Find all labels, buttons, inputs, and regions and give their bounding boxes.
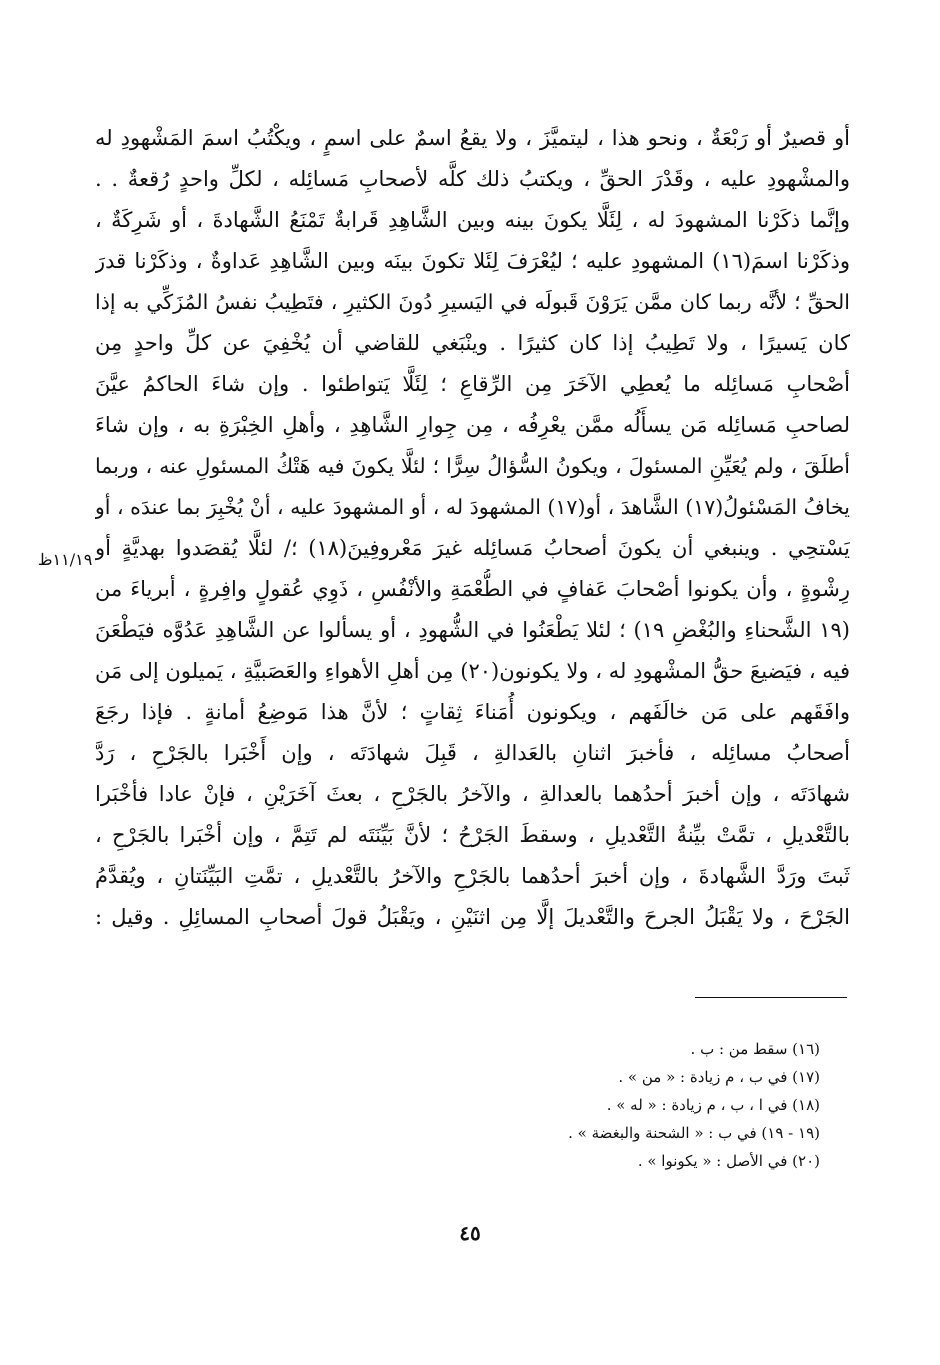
text-line: لصاحبِ مَسائِله مَن يسأَلُه ممَّن يعْرِفُه ، مِن جِوارِ الشَّاهِدِ ، وأهلِ الخِبْرَةِ به ، وإن شاءَ xyxy=(95,413,850,437)
main-text-block xyxy=(95,118,850,938)
text-line: وذكَرْنا اسمَ(١٦) المشهودِ عليه ؛ ليُعْرَفَ لِئَلا تكونَ بينَه وبين الشَّاهِدِ عَداوةٌ ، وذكَرْنا قدرَ xyxy=(95,249,850,273)
text-line: الحقِّ ؛ لأنَّه ربما كان ممَّن يَرَوْنَ قَبولَه في اليَسيرِ دُونَ الكثيرِ ، فتَطِيبُ نفسُ المُزَكِّي به إذا xyxy=(95,290,850,314)
text-line: أو قصيرٌ أو رَبْعَةٌ ، ونحو هذا ، ليتميَّزَ ، ولا يقعُ اسمٌ على اسمٍ ، ويكْتُبُ اسمَ المَشْهودِ له xyxy=(95,126,850,150)
text-line: بالتَّعْديلِ ، تمَّتْ بيِّنةُ التَّعْديلِ ، وسقطَ الجَرْحُ ؛ لأنَّ بَيِّنَتَه لم تَتِمَّ ، وإن أخْبَرا بالجَرْحِ ، xyxy=(95,823,850,847)
text-line: يَسْتحِي . وينبغي أن يكونَ أصحابُ مَسائِله غيرَ مَعْروفِينَ(١٨) ؛/ لئلَّا يُقصَدوا بهديَّةٍ أو xyxy=(95,536,850,560)
text-line: رِشْوةٍ ، وأن يكونوا أصْحابَ عَفافٍ في الطُّعْمَةِ والأنْفُسِ ، ذَوِي عُقولٍ وافِرةٍ ، أبرياءَ من xyxy=(95,577,850,601)
text-line: أصْحابِ مَسائِله ما يُعطِي الآخَرَ مِن الرِّقاعِ ؛ لِئَلَّا يَتواطئوا . وإن شاءَ الحاكمُ عيَّنَ xyxy=(95,372,850,396)
page-number: ٤٥ xyxy=(459,1221,481,1245)
text-line: وافَقَهم على مَن خالَفَهم ، ويكونون أُمَناءَ ثِقاتٍ ؛ لأنَّ هذا مَوضِعُ أمانةٍ . فإذا رجَعَ xyxy=(95,700,850,724)
text-line: شهادَتَه ، وإن أخبرَ أحدُهما بالعدالةِ ، والآخرُ بالجَرْحِ ، بعثَ آخَرَيْنِ ، فإنْ عادا فأخْبَرا xyxy=(95,782,850,806)
footnote: (١٩ - ١٩) في ب : « الشحنة والبغضة » . xyxy=(568,1124,820,1142)
manuscript-folio-note: ١١/١٩ظ xyxy=(37,550,93,569)
text-line: فيه ، فيَضيعَ حقُّ المشْهودِ له ، ولا يكونون(٢٠) مِن أهلِ الأهواءِ والعَصَبيَّةِ ، يَميلون إلى مَن xyxy=(95,659,850,683)
text-line: أصحابُ مسائِله ، فأخبرَ اثنانِ بالعَدالةِ ، قَبِلَ شهادَتَه ، وإن أَخْبَرا بالجَرْحِ ، رَدَّ xyxy=(95,741,850,765)
text-line: الجَرْحَ ، ولا يَقْبَلُ الجرحَ والتَّعْديلَ إلَّا مِن اثنَيْنِ ، ويَقْبَلُ قولَ أصحابِ المسائِلِ . وقيل : xyxy=(95,905,850,929)
text-line: وإنَّما ذكَرْنا المشهودَ له ، لِئَلَّا يكونَ بينه وبين الشَّاهِدِ قَرابةٌ تَمْنَعُ الشَّهادةَ ، أو شَرِكَةٌ ، xyxy=(95,208,850,232)
text-line: يخافُ المَسْئولُ(١٧) الشَّاهدَ ، أو(١٧) المشهودَ له ، أو المشهودَ عليه ، أنْ يُخْبِرَ بما عندَه ، أو xyxy=(95,495,850,519)
footnote: (١٨) في ا ، ب ، م زيادة : « له » . xyxy=(606,1096,820,1114)
footnote: (١٧) في ب ، م زيادة : « من » . xyxy=(618,1068,820,1086)
text-line: (١٩ الشَّحناءِ والبُغْضِ ١٩) ؛ لئلا يَطْعَنُوا في الشُّهودِ ، أو يسألوا عن الشَّاهِدِ عَدُوَّه فيَطْعَنَ xyxy=(95,618,850,642)
footnote: (٢٠) في الأصل : « يكونوا » . xyxy=(637,1152,820,1170)
footnote-divider xyxy=(695,997,847,998)
footnotes-list xyxy=(300,1035,820,1175)
footnote: (١٦) سقط من : ب . xyxy=(690,1040,820,1058)
text-line: كان يَسيرًا ، ولا تَطِيبُ إذا كان كثيرًا . وينْبَغي للقاضي أن يُخْفِيَ عن كلِّ واحدٍ مِن xyxy=(95,331,850,355)
text-line: والمشْهودِ عليه ، وقَدْرَ الحقِّ ، ويكتبُ ذلك كلَّه لأصحابِ مَسائِله ، لكلِّ واحدٍ رُقعةٌ . . xyxy=(95,167,850,191)
text-line: ثَبتَ ورَدَّ الشَّهادةَ ، وإن أخبرَ أحدُهما بالجَرْحِ والآخرُ بالتَّعْديلِ ، تمَّتِ البَيِّنَتانِ ، ويُقدَّمُ xyxy=(95,864,850,888)
text-line: أطلَقَ ، ولم يُعَيِّنِ المسئولَ ، ويكونُ السُّؤالُ سِرًّا ؛ لئلَّا يكونَ فيه هَتْكُ المسئولِ عنه ، وربما xyxy=(95,454,850,478)
